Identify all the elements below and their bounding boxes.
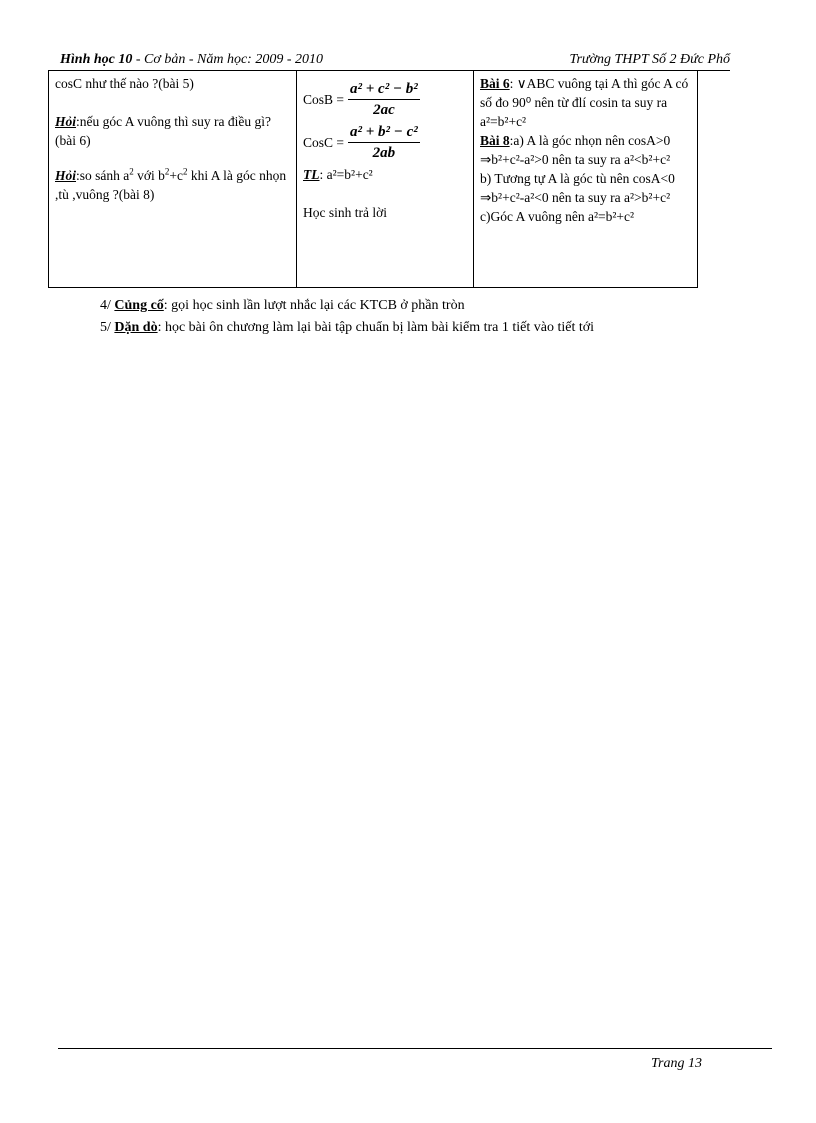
bai8-solution-b: b) Tương tự A là góc tù nên cosA<0 ⇒b²+c²-a²<0 nên ta suy ra a²>b²+c² [480,171,675,205]
cosC-fraction: $\frac{\text{a² + b² − c²}}{2ab}$ [350,124,418,161]
cosC-formula: CosC = $\frac{\text{a² + b² − c²}}{2ab}$ [303,124,418,161]
question-1: cosC như thế nào ?(bài 5) [55,76,194,91]
bai8-solution-c: c)Góc A vuông nên a²=b²+c² [480,209,635,224]
subject-title: Hình học 10 [60,52,133,67]
bai6-solution: Bài 6: ∨ABC vuông tại A thì góc A có số đo 90⁰ nên từ đlí cosin ta suy ra a²=b²+c² [480,76,689,129]
lesson-table [48,70,698,288]
cosB-fraction: $\frac{\text{a² + c² − b²}}{2ac}$ [350,81,418,118]
note-homework: 5/ Dặn dò: học bài ôn chương làm lại bài tập chuẩn bị làm bài kiểm tra 1 tiết vào tiết tới [100,320,595,335]
solutions-cell [474,71,698,288]
header-left [60,52,323,68]
formulas-cell [297,71,474,288]
question-2: Hỏi:nếu góc A vuông thì suy ra điều gì?(bài 6) [55,114,271,148]
footer-divider [58,1048,772,1049]
question-3: Hỏi:so sánh $a^2$ với $b^2+c^2$ khi A là góc nhọn ,tù ,vuông ?(bài 8) [55,166,287,202]
school-name: Trường THPT Số 2 Đức Phổ [569,52,730,67]
student-answer: Học sinh trả lời [303,205,387,220]
note-consolidation: 4/ Củng cố: gọi học sinh lần lượt nhắc lại các KTCB ở phần tròn [100,298,465,313]
lesson-notes [100,295,594,339]
hoi-label: Hỏi [55,114,77,129]
header-meta: - Cơ bản - Năm học: 2009 - 2010 [132,52,323,67]
page-number: Trang 13 [651,1056,702,1071]
bai8-solution-a: Bài 8:a) A là góc nhọn nên cosA>0 ⇒b²+c²-a²>0 nên ta suy ra a²<b²+c² [480,133,671,167]
page-header [60,52,730,71]
hoi-label: Hỏi [55,168,77,183]
teacher-questions-cell [49,71,297,288]
tl-answer: TL: a²=b²+c² [303,167,373,182]
cosB-formula: CosB = $\frac{\text{a² + c² − b²}}{2ac}$ [303,81,418,118]
